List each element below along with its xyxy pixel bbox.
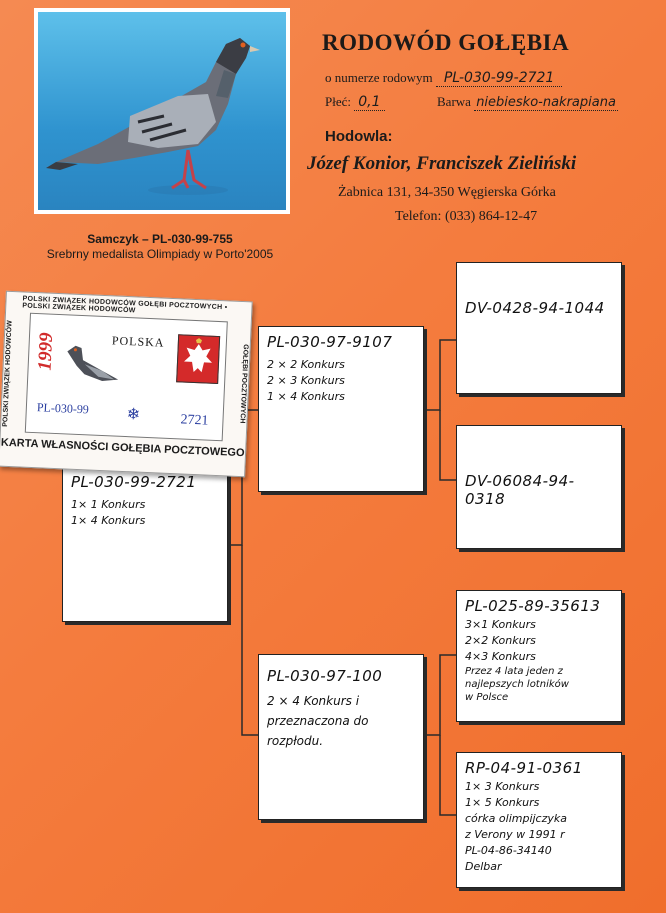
pedigree-number-label: o numerze rodowym xyxy=(325,70,433,85)
mother-note: rozpłodu. xyxy=(267,734,324,748)
subject-code: PL-030-99-2721 xyxy=(71,473,197,491)
page-title: RODOWÓD GOŁĘBIA xyxy=(322,30,570,55)
mother-mother-note: Delbar xyxy=(465,860,502,873)
card-top-text: POLSKI ZWIĄZEK HODOWCÓW GOŁĘBI POCZTOWYCH • POLSKI ZWIĄZEK HODOWCÓW xyxy=(22,295,228,315)
mother-mother-note: 1× 3 Konkurs xyxy=(465,780,540,793)
mother-father-code: PL-025-89-35613 xyxy=(465,597,601,615)
breeder-address: Żabnica 131, 34-350 Węgierska Górka xyxy=(338,185,556,200)
breeding-label: Hodowla: xyxy=(325,128,393,145)
card-inner-panel xyxy=(25,313,228,442)
father-box xyxy=(258,326,424,492)
card-ring-prefix: PL-030-99 xyxy=(36,400,90,417)
mother-mother-note: z Verony w 1991 r xyxy=(465,828,565,841)
snowflake-icon: ❄ xyxy=(126,406,141,424)
mother-mother-note: córka olimpijczyka xyxy=(465,812,568,825)
mother-mother-note: 1× 5 Konkurs xyxy=(465,796,540,809)
father-mother-code: DV-06084-94-0318 xyxy=(465,472,575,508)
card-year: 1999 xyxy=(34,332,58,371)
card-ring-number: 2721 xyxy=(180,412,209,429)
sex-label: Płeć: xyxy=(325,94,351,109)
mother-father-note: 4×3 Konkurs xyxy=(465,650,536,663)
father-note: 2 × 3 Konkurs xyxy=(267,374,345,387)
mother-note: przeznaczona do xyxy=(267,714,369,728)
mother-note: 2 × 4 Konkurs i xyxy=(267,694,360,708)
mother-father-note: najlepszych lotników xyxy=(465,679,569,690)
card-left-text: POLSKI ZWIĄZEK HODOWCÓW xyxy=(2,320,14,428)
mother-father-note: Przez 4 lata jeden z xyxy=(465,666,563,677)
father-note: 2 × 2 Konkurs xyxy=(267,358,345,371)
breeder-phone: Telefon: (033) 864-12-47 xyxy=(395,209,538,224)
father-father-code: DV-0428-94-1044 xyxy=(465,299,605,317)
mother-father-note: 3×1 Konkurs xyxy=(465,618,536,631)
father-code: PL-030-97-9107 xyxy=(267,333,393,351)
mother-mother-code: RP-04-91-0361 xyxy=(465,759,583,777)
photo-caption-text: Srebrny medalista Olimpiady w Porto'2005 xyxy=(46,247,274,261)
card-right-text: GOŁĘBI POCZTOWYCH xyxy=(238,344,249,424)
mother-father-note: w Polsce xyxy=(465,692,509,703)
sex-value: 0,1 xyxy=(354,94,384,111)
mother-father-box xyxy=(456,590,622,722)
mother-father-note: 2×2 Konkurs xyxy=(465,634,536,647)
ownership-card xyxy=(0,291,253,478)
color-label: Barwa xyxy=(437,94,471,109)
mother-code: PL-030-97-100 xyxy=(267,667,383,685)
subject-note: 1× 4 Konkurs xyxy=(71,514,146,527)
subject-box xyxy=(62,460,228,622)
father-note: 1 × 4 Konkurs xyxy=(267,390,345,403)
father-mother-box xyxy=(456,425,622,549)
mother-box xyxy=(258,654,424,820)
color-value: niebiesko-nakrapiana xyxy=(476,95,616,110)
subject-note: 1× 1 Konkurs xyxy=(71,498,146,511)
card-bottom-text: KARTA WŁASNOŚCI GOŁĘBIA POCZTOWEGO xyxy=(0,436,245,460)
card-country: POLSKA xyxy=(111,333,165,350)
breeders-names: Józef Konior, Franciszek Zieliński xyxy=(307,153,577,174)
pedigree-number-value: PL-030-99-2721 xyxy=(436,70,562,87)
mother-mother-box xyxy=(456,752,622,888)
photo-caption-title: Samczyk – PL-030-99-755 xyxy=(87,232,233,246)
mother-mother-note: PL-04-86-34140 xyxy=(465,844,552,857)
father-father-box xyxy=(456,262,622,394)
eagle-emblem-icon xyxy=(176,334,220,384)
